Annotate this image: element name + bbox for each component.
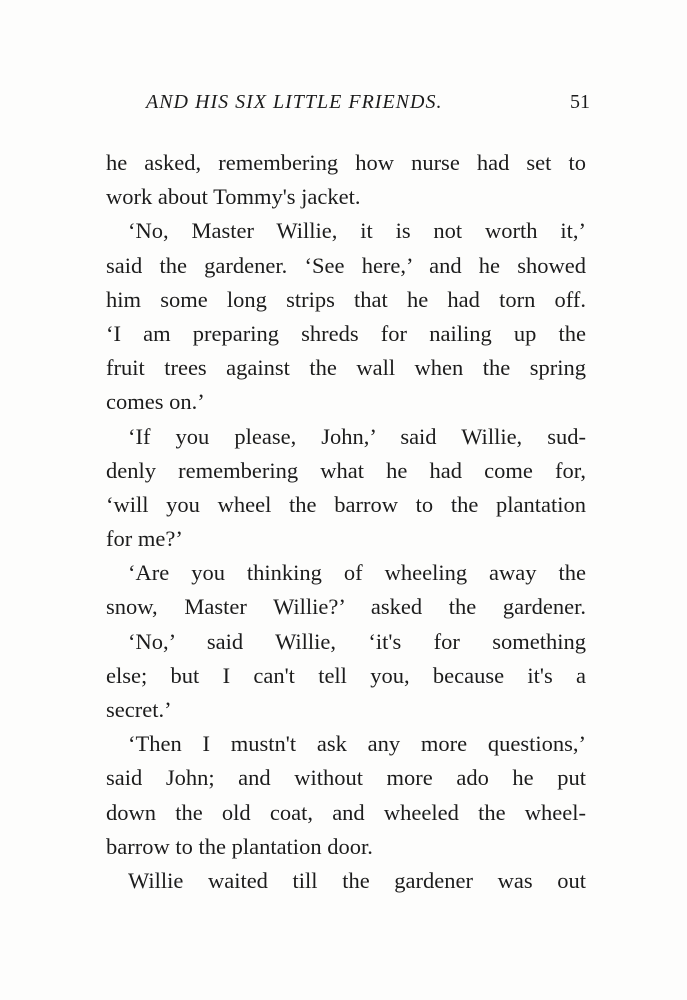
text-line: snow, Master Willie?’ asked the gardener. <box>106 594 586 620</box>
text-line: said the gardener. ‘See here,’ and he showed <box>106 252 586 278</box>
text-line: said John; and without more ado he put <box>106 765 586 791</box>
text-line: denly remembering what he had come for, <box>106 457 586 483</box>
text-line: him some long strips that he had torn off. <box>106 286 586 312</box>
text-line: fruit trees against the wall when the spring <box>106 355 586 381</box>
text-line: ‘No, Master Willie, it is not worth it,’ <box>128 218 586 244</box>
text-line: ‘Then I mustn't ask any more questions,’ <box>128 731 586 757</box>
text-line: ‘Are you thinking of wheeling away the <box>128 560 586 586</box>
text-line: barrow to the plantation door. <box>106 833 373 859</box>
text-line: work about Tommy's jacket. <box>106 184 361 210</box>
text-line: comes on.’ <box>106 389 205 415</box>
text-line: ‘No,’ said Willie, ‘it's for something <box>128 628 586 654</box>
text-line: ‘If you please, John,’ said Willie, sud- <box>128 423 586 449</box>
body-text <box>106 146 586 898</box>
page-number: 51 <box>570 91 590 113</box>
text-line: he asked, remembering how nurse had set to <box>106 150 586 175</box>
text-line: Willie waited till the gardener was out <box>128 867 586 893</box>
text-line: secret.’ <box>106 697 172 722</box>
text-line: down the old coat, and wheeled the wheel- <box>106 799 586 825</box>
text-line: else; but I can't tell you, because it's a <box>106 662 586 688</box>
text-line: ‘will you wheel the barrow to the plantation <box>106 491 586 517</box>
text-line: for me?’ <box>106 526 183 552</box>
text-line: ‘I am preparing shreds for nailing up the <box>106 320 586 346</box>
page-header <box>106 91 590 121</box>
running-title: AND HIS SIX LITTLE FRIENDS. <box>146 91 443 113</box>
